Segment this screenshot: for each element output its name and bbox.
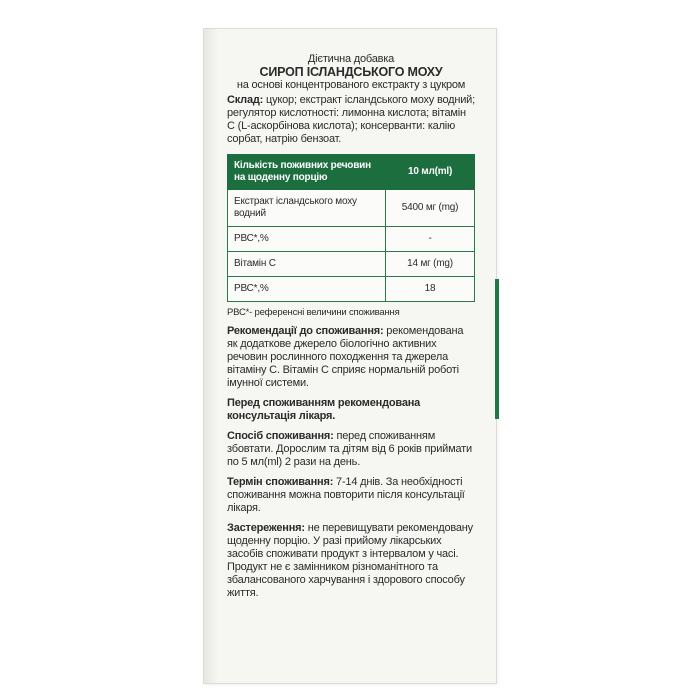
row-value: 18	[386, 277, 475, 302]
warnings	[227, 522, 475, 600]
product-header	[227, 53, 475, 92]
term-of-use	[227, 476, 475, 515]
green-edge-stripe	[495, 279, 499, 419]
composition-label: Склад:	[227, 94, 264, 106]
table-row	[228, 277, 475, 302]
table-footnote: РВС*- референсні величини споживання	[227, 307, 400, 318]
table-row	[228, 252, 475, 277]
warnings-text: не перевищувати рекомендовану щоденну порцію. У разі прийому лікарських засобів споживати продукт з інтервалом у часі. Продукт не є замінником різноманітного та збалансованого харчування і здорового способу життя.	[227, 522, 473, 599]
product-subtitle: на основі концентрованого екстракту з цукром	[236, 79, 466, 91]
term-label: Термін споживання:	[227, 476, 334, 488]
row-value: 14 мг (mg)	[386, 252, 475, 277]
panel-shadow	[204, 29, 218, 683]
nutrition-table-header	[228, 155, 475, 190]
row-label: РВС*,%	[228, 277, 386, 302]
row-label: Вітамін С	[228, 252, 386, 277]
consultation-note: Перед споживанням рекомендована консультація лікаря.	[227, 397, 421, 422]
row-value: 5400 мг (mg)	[386, 190, 475, 227]
method-text: перед споживанням збовтати. Дорослим та дітям від 6 років приймати по 5 мл(ml) 2 рази на день.	[227, 430, 472, 468]
method-label: Спосіб споживання:	[227, 430, 334, 442]
composition-text: цукор; екстракт ісландського моху водний; регулятор кислотності: лимонна кислота; вітамін С (L-аскорбінова кислота); консерванти: калію сорбат, натрію бензоат.	[227, 94, 475, 145]
table-row	[228, 227, 475, 252]
row-value: -	[386, 227, 475, 252]
method-of-use	[227, 430, 475, 469]
product-name: СИРОП ІСЛАНДСЬКОГО МОХУ	[259, 65, 443, 79]
row-label: РВС*,%	[228, 227, 386, 252]
nutrition-header-label: Кількість поживних речовин на щоденну порцію	[228, 155, 386, 190]
recommendations	[227, 325, 475, 390]
term-text: 7-14 днів. За необхідності споживання можна повторити після консультації лікаря.	[227, 476, 465, 514]
composition	[227, 94, 475, 146]
nutrition-header-value: 10 мл(ml)	[386, 155, 475, 190]
label-content	[227, 53, 475, 600]
nutrition-table	[227, 154, 475, 302]
recommendations-text: рекомендована як додаткове джерело біологічно активних речовин рослинного походження та джерела вітаміну С. Вітамін С сприяє нормальній роботі імунної системи.	[227, 325, 464, 389]
product-category: Дієтична добавка	[307, 53, 395, 65]
recommendations-label: Рекомендації до споживання:	[227, 325, 384, 337]
row-label: Екстракт ісландського моху водний	[228, 190, 386, 227]
warnings-label: Застереження:	[227, 522, 305, 534]
table-row	[228, 190, 475, 227]
